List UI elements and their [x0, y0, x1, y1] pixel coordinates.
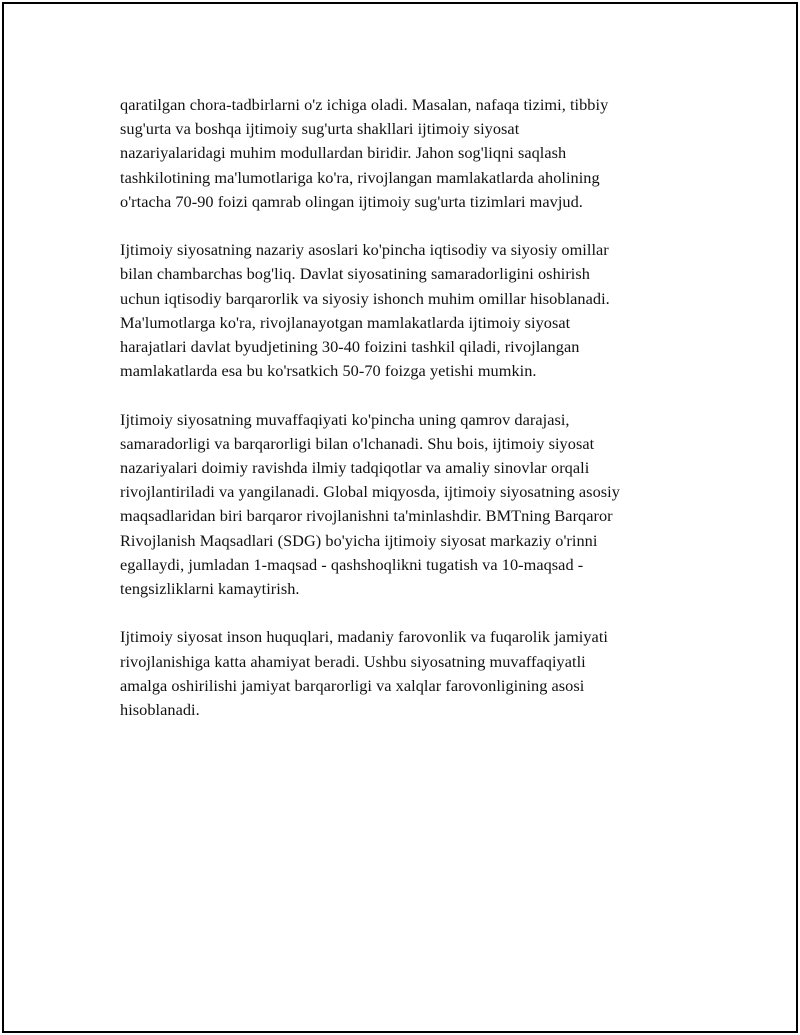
text-line: Ijtimoiy siyosatning nazariy asoslari ko'pincha iqtisodiy va siyosiy omillar — [120, 240, 609, 260]
text-line: tengsizliklarni kamaytirish. — [120, 579, 300, 599]
text-line: mamlakatlarda esa bu ko'rsatkich 50-70 foizga yetishi mumkin. — [120, 361, 537, 381]
text-line: Ijtimoiy siyosatning muvaffaqiyati ko'pincha uning qamrov darajasi, — [120, 409, 570, 429]
text-line: harajatlari davlat byudjetining 30-40 foizini tashkil qiladi, rivojlangan — [120, 337, 580, 357]
text-line: samaradorligi va barqarorligi bilan o'lchanadi. Shu bois, ijtimoiy siyosat — [120, 433, 595, 453]
text-line: maqsadlaridan biri barqaror rivojlanishni ta'minlashdir. BMTning Barqaror — [120, 506, 613, 526]
text-line: qaratilgan chora-tadbirlarni o'z ichiga oladi. Masalan, nafaqa tizimi, tibbiy — [120, 95, 609, 114]
text-line: egallaydi, jumladan 1-maqsad - qashshoqlikni tugatish va 10-maqsad - — [120, 554, 584, 574]
text-line: uchun iqtisodiy barqarorlik va siyosiy ishonch muhim omillar hisoblanadi. — [120, 288, 610, 308]
paragraph-2 — [120, 238, 680, 383]
paragraph-3 — [120, 408, 680, 602]
text-line: Ma'lumotlarga ko'ra, rivojlanayotgan mamlakatlarda ijtimoiy siyosat — [120, 312, 571, 332]
text-line: nazariyalari doimiy ravishda ilmiy tadqiqotlar va amaliy sinovlar orqali — [120, 458, 590, 478]
text-line: nazariyalaridagi muhim modullardan biridir. Jahon sog'liqni saqlash — [120, 143, 567, 163]
text-line: rivojlanishiga katta ahamiyat beradi. Ushbu siyosatning muvaffaqiyatli — [120, 651, 586, 671]
text-line: bilan chambarchas bog'liq. Davlat siyosatining samaradorligini oshirish — [120, 264, 590, 284]
text-line: o'rtacha 70-90 foizi qamrab olingan ijtimoiy sug'urta tizimlari mavjud. — [120, 191, 583, 211]
text-line: rivojlantiriladi va yangilanadi. Global miqyosda, ijtimoiy siyosatning asosiy — [120, 482, 620, 502]
paragraph-4 — [120, 625, 680, 722]
text-line: Rivojlanish Maqsadlari (SDG) bo'yicha ijtimoiy siyosat markaziy o'rinni — [120, 530, 598, 550]
text-line: hisoblanadi. — [120, 700, 200, 720]
document-page — [2, 2, 798, 1033]
text-line: tashkilotining ma'lumotlariga ko'ra, rivojlangan mamlakatlarda aholining — [120, 167, 600, 187]
text-line: Ijtimoiy siyosat inson huquqlari, madaniy farovonlik va fuqarolik jamiyati — [120, 627, 608, 647]
text-line: sug'urta va boshqa ijtimoiy sug'urta shakllari ijtimoiy siyosat — [120, 119, 520, 139]
text-line: amalga oshirilishi jamiyat barqarorligi va xalqlar farovonligining asosi — [120, 675, 585, 695]
paragraph-1 — [120, 93, 680, 214]
document-body — [120, 93, 680, 746]
